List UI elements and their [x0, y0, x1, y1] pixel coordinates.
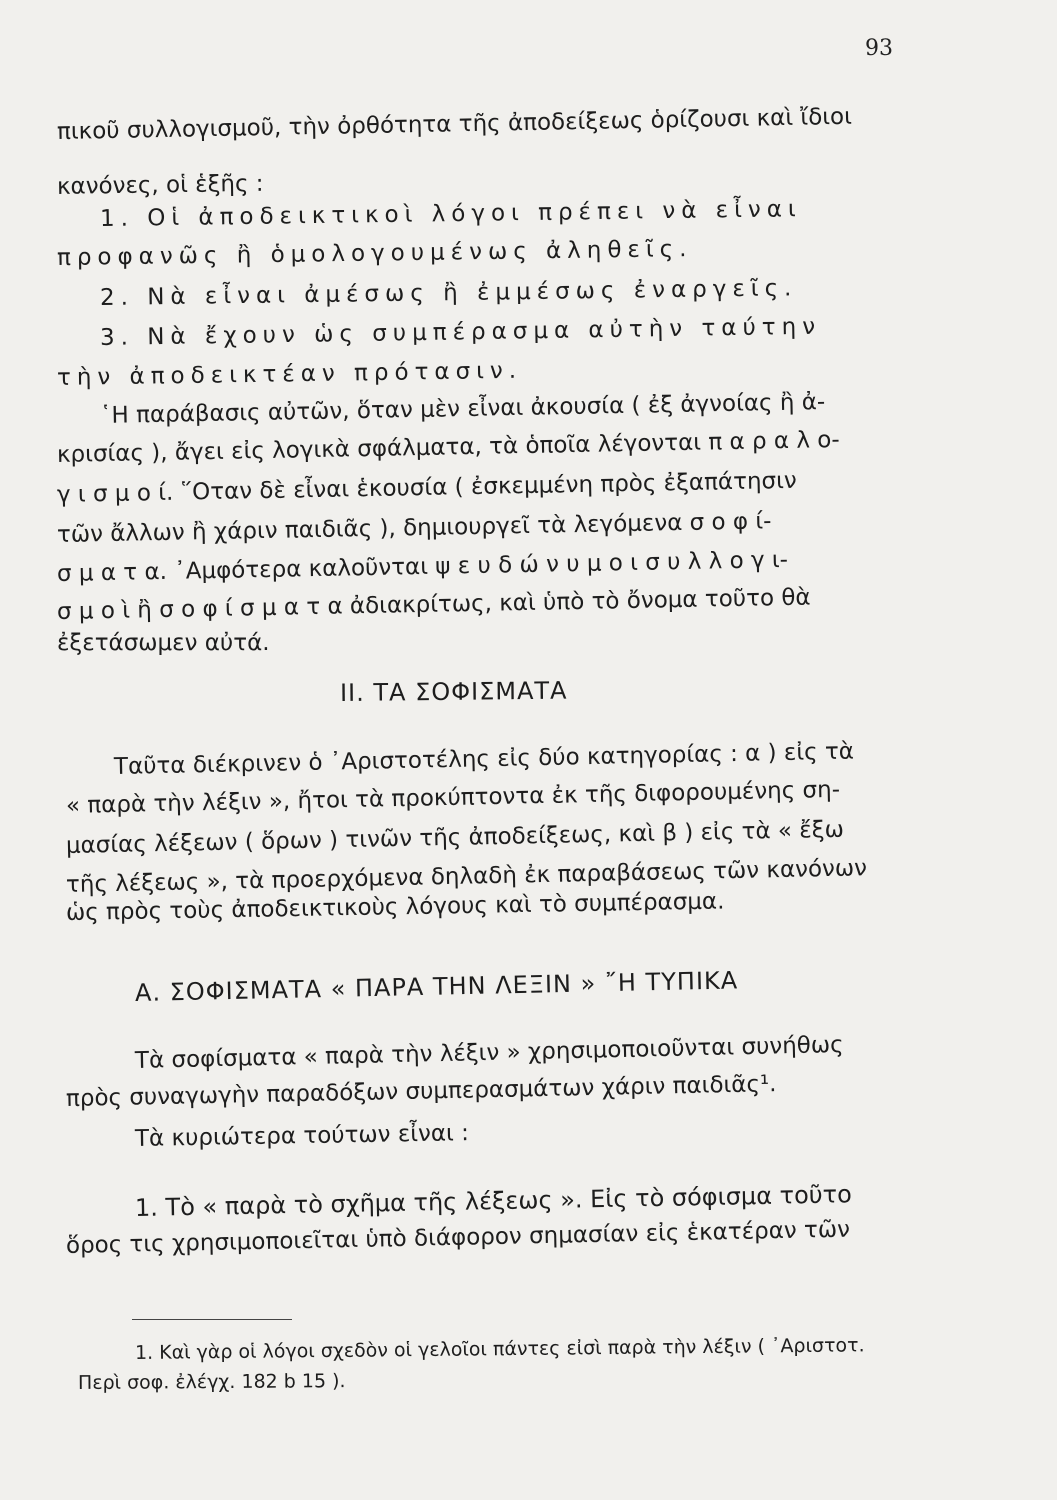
text-line: 1. Τὸ « παρὰ τὸ σχῆμα τῆς λέξεως ». Εἰς τὸ σόφισμα τοῦτο: [134, 1180, 853, 1222]
footnote-rule: [132, 1319, 292, 1320]
footnote: Περὶ σοφ. ἐλέγχ. 182 b 15 ).: [77, 1370, 346, 1394]
text-line: Ταῦτα διέκρινεν ὁ ᾿Αριστοτέλης εἰς δύο κατηγορίας : α ) εἰς τὰ: [113, 738, 855, 780]
footnote: 1. Καὶ γὰρ οἱ λόγοι σχεδὸν οἱ γελοῖοι πάντες εἰσὶ παρὰ τὴν λέξιν ( ᾿Αριστοτ.: [134, 1334, 865, 1364]
text-line: 2. Νὰ εἶναι ἀμέσως ἢ ἐμμέσως ἐναργεῖς.: [99, 275, 798, 311]
text-line: τὴν ἀποδεικτέαν πρότασιν.: [56, 357, 523, 391]
section-heading: ΙΙ. ΤΑ ΣΟΦΙΣΜΑΤΑ: [339, 676, 568, 707]
text-line: ὡς πρὸς τοὺς ἀποδεικτικοὺς λόγους καὶ τὸ συμπέρασμα.: [65, 888, 725, 926]
text-line: ὅρος τις χρησιμοποιεῖται ὑπὸ διάφορον σημασίαν εἰς ἑκατέραν τῶν: [65, 1216, 851, 1259]
text-line: 3. Νὰ ἔχουν ὡς συμπέρασμα αὐτὴν ταύτην: [99, 313, 822, 351]
subsection-heading: Α. ΣΟΦΙΣΜΑΤΑ « ΠΑΡΑ ΤΗΝ ΛΕΞΙΝ » ῎Η ΤΥΠΙΚΑ: [134, 966, 739, 1007]
page-number: 93: [865, 36, 893, 61]
text-line: Τὰ κυριώτερα τούτων εἶναι :: [134, 1120, 470, 1152]
text-line: « παρὰ τὴν λέξιν », ἤτοι τὰ προκύπτοντα ἐκ τῆς διφορουμένης ση-: [65, 776, 841, 819]
text-line: κανόνες, οἱ ἑξῆς :: [56, 170, 264, 200]
text-line: γ ι σ μ ο ί. ῞Οταν δὲ εἶναι ἑκουσία ( ἐσκεμμένη πρὸς ἐξαπάτησιν: [56, 467, 797, 508]
text-line: πρὸς συναγωγὴν παραδόξων συμπερασμάτων χάριν παιδιᾶς¹.: [65, 1071, 777, 1112]
text-line: πικοῦ συλλογισμοῦ, τὴν ὀρθότητα τῆς ἀποδείξεως ὁρίζουσι καὶ ἴδιοι: [56, 103, 853, 145]
text-line: ἐξετάσωμεν αὐτά.: [57, 630, 270, 656]
text-line: μασίας λέξεων ( ὅρων ) τινῶν τῆς ἀποδείξεως, καὶ β ) εἰς τὰ « ἔξω: [65, 816, 845, 859]
text-line: σ μ α τ α. ᾿Αμφότερα καλοῦνται ψ ε υ δ ώ ν υ μ ο ι σ υ λ λ ο γ ι-: [56, 546, 789, 587]
text-line: κρισίας ), ἄγει εἰς λογικὰ σφάλματα, τὰ ὁποῖα λέγονται π α ρ α λ ο-: [56, 426, 840, 468]
text-line: Τὰ σοφίσματα « παρὰ τὴν λέξιν » χρησιμοποιοῦνται συνήθως: [134, 1031, 844, 1074]
text-line: τῆς λέξεως », τὰ προερχόμενα δηλαδὴ ἐκ παραβάσεως τῶν κανόνων: [65, 855, 868, 898]
text-line: τῶν ἄλλων ἢ χάριν παιδιᾶς ), δημιουργεῖ τὰ λεγόμενα σ ο φ ί-: [56, 508, 772, 548]
text-line: προφανῶς ἢ ὁμολογουμένως ἀληθεῖς.: [56, 236, 693, 271]
text-line: ῾Η παράβασις αὐτῶν, ὅταν μὲν εἶναι ἀκουσία ( ἐξ ἀγνοίας ἢ ἀ-: [99, 389, 826, 429]
text-line: σ μ ο ὶ ἢ σ ο φ ί σ μ α τ α ἀδιακρίτως, καὶ ὑπὸ τὸ ὄνομα τοῦτο θὰ: [56, 584, 811, 625]
text-line: 1. Οἱ ἀποδεικτικοὶ λόγοι πρέπει νὰ εἶναι: [99, 196, 802, 232]
